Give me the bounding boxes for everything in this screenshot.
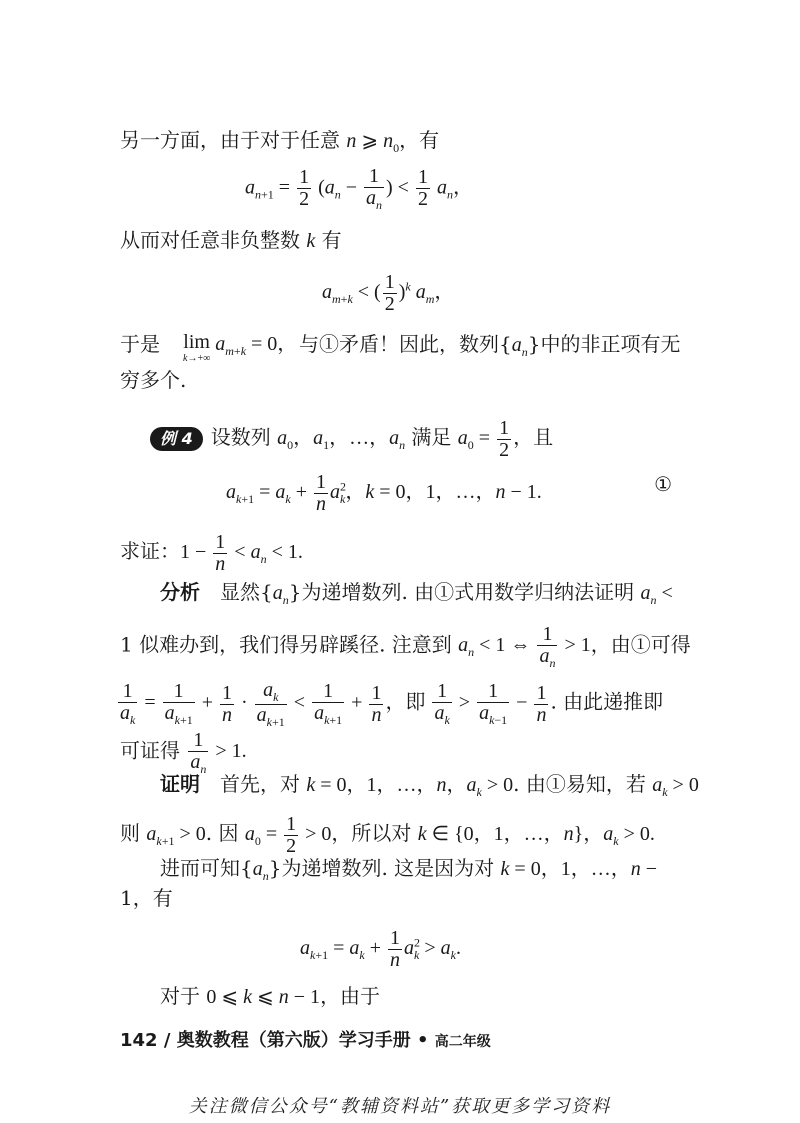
equation-number: ① bbox=[654, 472, 672, 496]
watermark-text: 关注微信公众号“教辅资料站”获取更多学习资料 bbox=[188, 1096, 612, 1117]
example-badge: 例 4 bbox=[150, 427, 203, 451]
grade-label: 高二年级 bbox=[434, 1034, 491, 1050]
page-number: 142 bbox=[120, 1030, 158, 1051]
analysis-heading: 分析 bbox=[160, 580, 200, 604]
limit-operator: lim k→+∞ bbox=[183, 331, 211, 364]
page-footer: 142 / 奥数教程（第六版）学习手册 • 高二年级 bbox=[120, 1030, 491, 1051]
document-page: 另一方面，由于对于任意 n ⩾ $n_0$，有 $a_{n+1}$ = $\frac{1}{2}$ ($a_n$ − $\frac{1}{a_n}$ ) < $\frac{1}{2}$ $a_n$， 从而对任意非负整数 k 有 $a_{m+k}$ < ( $\frac{1}{2}$ )$^k$ $a_m$， 于是 lim k→+∞ $a_{m+k} = 0$， 与①矛盾！因此，数列$\{a_n\}$中的非正项有无 穷多个. 例 4 设数列 $a_0$，$a_1$，…，$a_n$ 满足 $a_0$ = $\frac{1}{2}$ ，且 $a_{k+1} = a_k$ + $\frac{1}{n}$ $a^2_k$，k = 0，1，…，n − 1. ① 求证：1 − $\frac{1}{n}$ < $a_n < 1$. 分析 显然$\{a_n\}$为递增数列. 由①式用数学归纳法证明 $a_n$ < 1 似难办到，我们得另辟蹊径. 注意到 $a_n < 1$ ⇔ $\frac{1}{a_n}$ > 1，由①可得 $\frac{1}{a_k}$ = $\frac{1}{a_{k+1}}$ + $\frac{1}{n}$ · $\frac{a_k}{a_{k+1}}$ < $\frac{1}{a_{k+1}}$ + $\frac{1}{n}$ ，即 $\frac{1}{a_k}$ > $\frac{1}{a_{k-1}}$ − $\frac{1}{n}$ . 由此递推即 可证得 $\frac{1}{a_n}$ > 1. 证明 首先，对 k = 0，1，…，n，$a_k > 0$. 由①易知，若 $a_k > 0$ 则 $a_{k+1} > 0$. 因 $a_0$ = $\frac{1}{2}$ > 0，所以对 k ∈ {0，1，…，n}，$a_k > 0$. 进而可知$\{a_n\}$为递增数列. 这是因为对 k = 0，1，…，n − 1，有 $a_{k+1} = a_k$ + $\frac{1}{n}$ $a^2_k > a_k$. 对于 0 ⩽ k ⩽ n − 1，由于 142 / 奥数教程（第六版）学习手册 • 高二年级 关注微信公众号“教辅资料站”获取更多学习资料 bbox=[0, 0, 800, 1123]
proof-heading: 证明 bbox=[160, 772, 200, 796]
book-title: 奥数教程（第六版）学习手册 bbox=[176, 1030, 411, 1051]
